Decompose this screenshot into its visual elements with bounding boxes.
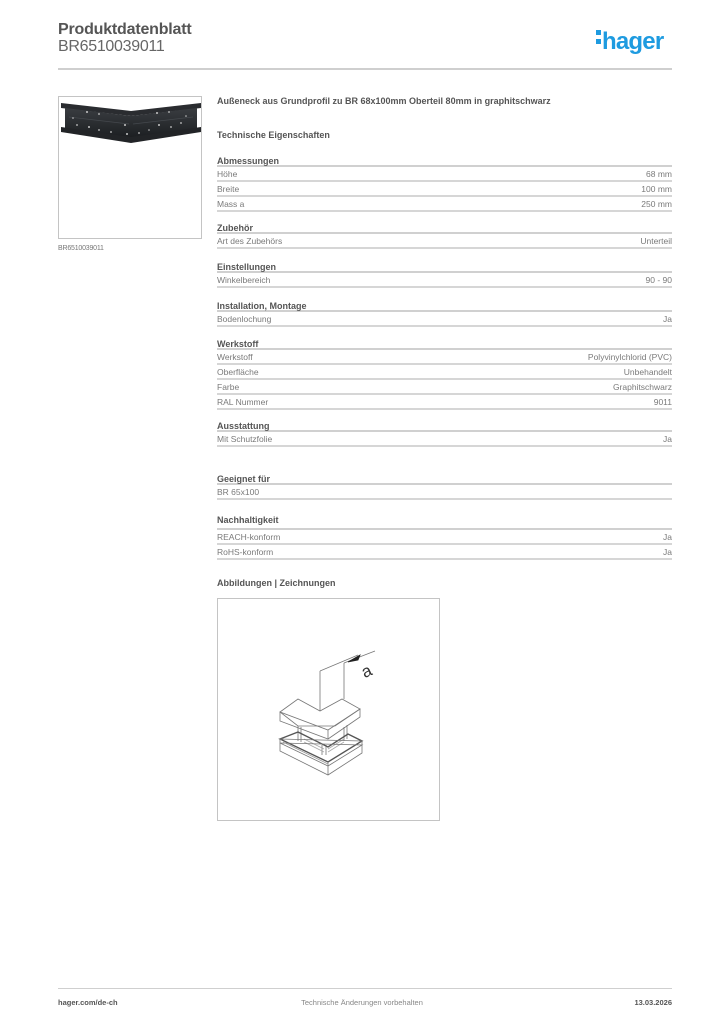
property-label: Art des Zubehörs <box>217 236 283 246</box>
technical-drawing-icon <box>218 599 441 822</box>
product-image <box>58 96 202 239</box>
property-label: BR 65x100 <box>217 487 260 497</box>
property-value: Ja <box>663 532 672 542</box>
section-nachhaltigkeit <box>217 514 672 560</box>
property-label: Breite <box>217 184 240 194</box>
property-row <box>217 545 672 560</box>
property-value: Unterteil <box>640 236 672 246</box>
property-row <box>217 485 672 500</box>
property-label: Werkstoff <box>217 352 253 362</box>
property-row <box>217 380 672 395</box>
property-value: 9011 <box>653 397 672 407</box>
section-heading: Ausstattung <box>217 420 672 432</box>
property-label: Mit Schutzfolie <box>217 434 273 444</box>
property-value: 250 mm <box>641 199 672 209</box>
property-value: 100 mm <box>641 184 672 194</box>
property-row <box>217 167 672 182</box>
article-number: BR6510039011 <box>58 38 165 55</box>
section-abmessungen <box>217 155 672 212</box>
property-value: Graphitschwarz <box>612 382 672 392</box>
footer-date: 13.03.2026 <box>634 998 672 1007</box>
section-heading: Geeignet für <box>217 473 672 485</box>
section-installation <box>217 300 672 327</box>
property-label: Bodenlochung <box>217 314 272 324</box>
product-description: Außeneck aus Grundprofil zu BR 68x100mm Oberteil 80mm in graphitschwarz <box>217 96 551 106</box>
property-row <box>217 182 672 197</box>
property-value: 68 mm <box>646 169 672 179</box>
logo-colon-icon <box>596 26 602 48</box>
product-photo-icon <box>59 97 202 239</box>
footer-notice: Technische Änderungen vorbehalten <box>301 998 423 1007</box>
technical-properties-heading: Technische Eigenschaften <box>217 130 330 140</box>
property-value: Ja <box>663 547 672 557</box>
section-geeignet-fuer <box>217 473 672 500</box>
section-werkstoff <box>217 338 672 410</box>
footer-divider <box>58 988 672 989</box>
property-label: Mass a <box>217 199 245 209</box>
figures-heading: Abbildungen | Zeichnungen <box>217 578 336 588</box>
property-row <box>217 273 672 288</box>
property-value: 90 - 90 <box>645 275 672 285</box>
property-row <box>217 395 672 410</box>
section-heading: Werkstoff <box>217 338 672 350</box>
technical-drawing <box>217 598 440 821</box>
property-label: RAL Nummer <box>217 397 269 407</box>
section-heading: Installation, Montage <box>217 300 672 312</box>
footer-website-link[interactable]: hager.com/de-ch <box>58 998 118 1007</box>
property-label: REACH-konform <box>217 532 281 542</box>
property-label: RoHS-konform <box>217 547 274 557</box>
document-title: Produktdatenblatt <box>58 21 192 38</box>
property-value: Ja <box>663 314 672 324</box>
section-einstellungen <box>217 261 672 288</box>
section-heading: Einstellungen <box>217 261 672 273</box>
logo-text: hager <box>602 28 664 55</box>
section-heading: Zubehör <box>217 222 672 234</box>
property-value: Polyvinylchlorid (PVC) <box>587 352 672 362</box>
svg-text:a: a <box>358 660 375 682</box>
property-row <box>217 234 672 249</box>
property-label: Farbe <box>217 382 240 392</box>
header-divider <box>58 68 672 70</box>
section-heading: Nachhaltigkeit <box>217 514 672 530</box>
section-ausstattung <box>217 420 672 447</box>
property-row <box>217 530 672 545</box>
property-row <box>217 312 672 327</box>
property-value: Unbehandelt <box>623 367 672 377</box>
property-label: Höhe <box>217 169 238 179</box>
property-row <box>217 365 672 380</box>
property-label: Winkelbereich <box>217 275 271 285</box>
property-row <box>217 350 672 365</box>
product-image-caption: BR6510039011 <box>58 245 104 252</box>
hager-logo[interactable] <box>596 27 663 54</box>
property-row <box>217 197 672 212</box>
section-zubehoer <box>217 222 672 249</box>
section-heading: Abmessungen <box>217 155 672 167</box>
property-value: Ja <box>663 434 672 444</box>
property-row <box>217 432 672 447</box>
property-label: Oberfläche <box>217 367 259 377</box>
